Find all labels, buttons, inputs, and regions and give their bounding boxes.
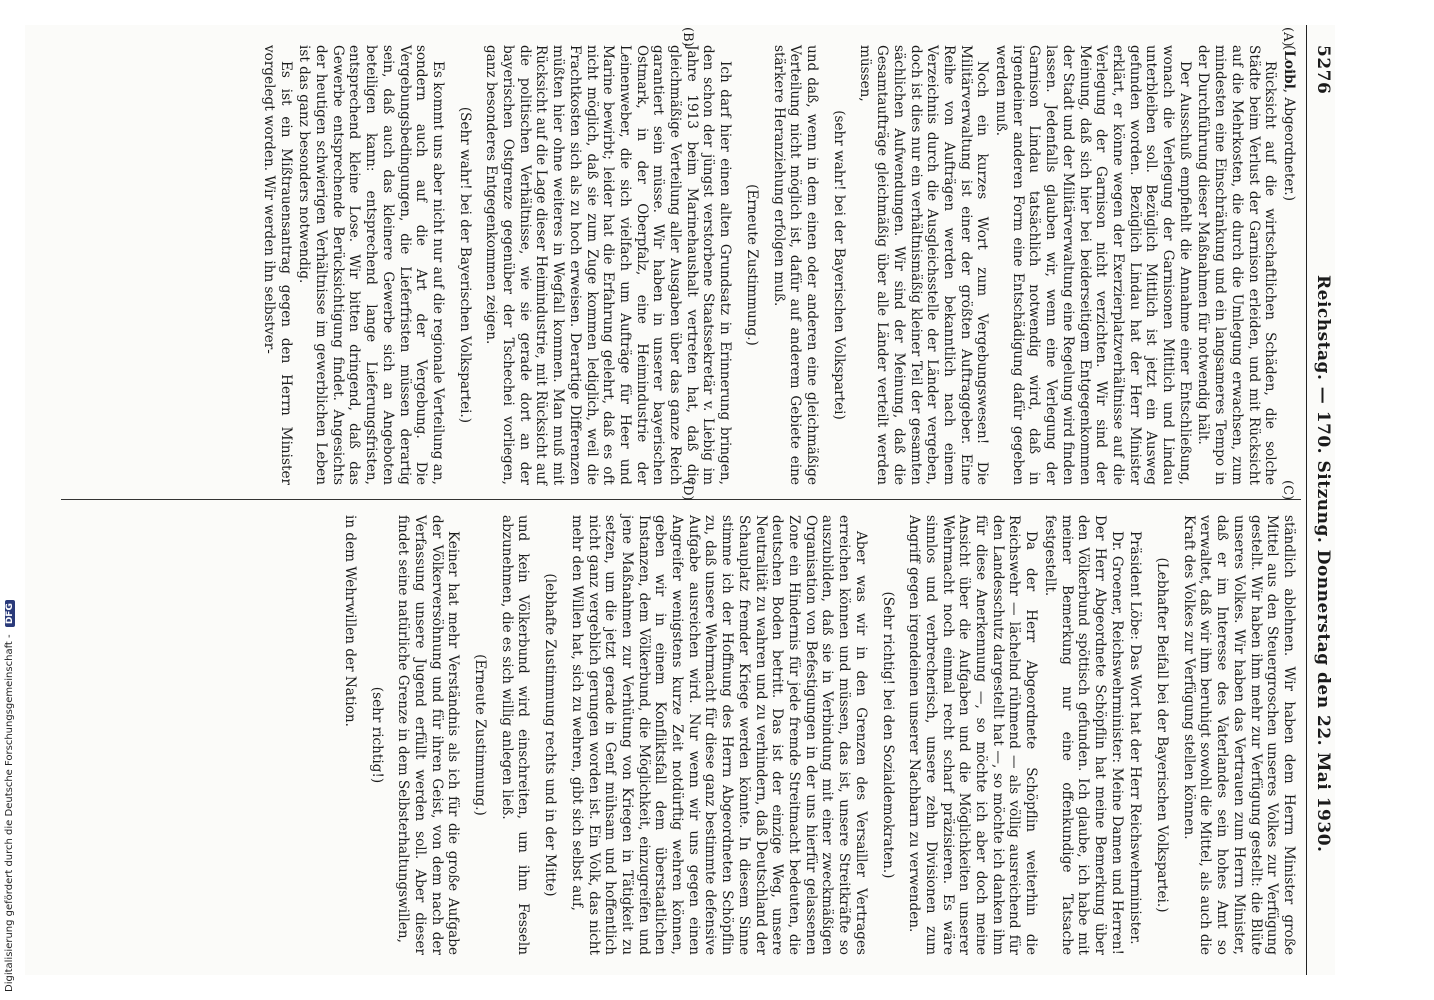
paragraph: Dr. Groener, Reichswehrminister: Meine Damen und Herren! Der Herr Abgeordnete Schöpflin hat meine Bemerkung über den Völkerbund spöttisch gefunden. Ich glaube, ich habe mit meiner Bemerkung nur eine offenkundige Tatsache festgestellt. bbox=[1041, 515, 1125, 955]
paragraph: Der Ausschuß empfiehlt die Annahme einer Entschließung, wonach die Verlegung der Garnisonen Mittlich und Lindau unterbleiben soll. Bezüglich Mittlich ist jetzt ein Ausweg gefunden worden. Bezüglich Lindau hat der Herr Minister erklärt, er könne wegen der Exerzierplatzverhältnisse auf die Verlegung der Garnison nicht verzichten. Wir sind der Meinung, daß sich hier bei beiderseitigem Entgegenkommen der Stadt und der Militärverwaltung eine Regelung wird finden lassen. Jedenfalls glauben wir, wenn eine Verlegung der Garnison Lindau tatsächlich notwendig wird, daß in irgendeiner anderen Form eine Entschädigung dafür gegeben werden muß. bbox=[993, 45, 1193, 485]
paragraph: Es kommt uns aber nicht nur auf die regionale Verteilung an, sondern auch auf die Art der Vergebung. Die Vergebungsbedingungen, die Lieferfristen müssen derartig sein, daß auch das kleinere Gewerbe sich an Angeboten beteiligen kann: entsprechend lange Lieferungsfristen, entsprechend kleine Lose. Wir bitten dringend, daß das Gewerbe entsprechende Berücksichtigung findet. Angesichts der heutigen schwierigen Verhältnisse im gewerblichen Leben ist das ganz besonders notwendig. bbox=[296, 45, 446, 485]
paragraph: und kein Völkerbund wird einschreiten, um ihm Fesseln abzunehmen, die es sich willig anlegen ließ. bbox=[498, 515, 532, 955]
dfg-logo: DFG bbox=[5, 600, 15, 627]
digitization-credit bbox=[2, 592, 24, 992]
header-rule bbox=[1306, 25, 1307, 975]
interjection: (lebhafte Zustimmung rechts und in der Mitte) bbox=[542, 573, 559, 897]
paragraph: und daß, wenn in dem einen oder anderen eine gleichmäßige Verteilung nicht möglich ist, dafür auf anderem Gebiete eine stärkere Heranziehung erfolgen muß. bbox=[770, 45, 821, 485]
paragraph: Noch ein kurzes Wort zum Vergebungswesen! Die Militärverwaltung ist einer der größten Auftraggeber. Eine Reihe von Aufträgen werden bekanntlich nach einem Verzeichnis durch die Ausgleichsstelle der Länder vergeben, doch ist dies nur ein verhältnismäßig kleiner Teil der gesamten sächlichen Aufwendungen. Wir sind der Meinung, daß die Gesamtaufträge gleichmäßig über alle Länder verteilt werden müssen, bbox=[857, 45, 991, 485]
interjection: (Sehr richtig! bei den Sozialdemokraten.) bbox=[879, 591, 896, 879]
page-number: 5276 bbox=[1313, 45, 1333, 95]
interjection: (sehr wahr! bei der Bayerischen Volkspartei) bbox=[830, 110, 847, 420]
speaker-role: , Abgeordneter.) bbox=[1281, 88, 1297, 202]
document-page bbox=[25, 25, 1335, 975]
paragraph: Es ist ein Mißtrauensantrag gegen den Herrn Minister vorgelegt worden. Wir werden ihn selbstver- bbox=[260, 45, 294, 485]
paragraph: in dem Wehrwillen der Nation. bbox=[341, 515, 358, 727]
interjection: (Erneute Zustimmung.) bbox=[472, 654, 489, 816]
page-header bbox=[1309, 25, 1335, 975]
page-title: Reichstag. — 170. Sitzung. Donnerstag den 22. Mai 1930. bbox=[1313, 275, 1333, 853]
speaker-name: Loibl bbox=[1281, 50, 1297, 89]
speaker-open-paren: ( bbox=[1281, 45, 1297, 51]
margin-mark-a: (A) bbox=[1280, 27, 1295, 47]
credit-text: Digitalisierung gefördert durch die Deutsche Forschungsgemeinschaft - bbox=[4, 634, 15, 992]
left-column bbox=[258, 45, 1297, 485]
margin-mark-b: (B) bbox=[680, 27, 695, 47]
paragraph: Ich darf hier einen alten Grundsatz in Erinnerung bringen, den schon der jüngst verstorbene Staatssekretär v. Liebig im Jahre 1913 beim Marinehaushalt vertreten hat, daß die gleichmäßige Verteilung aller Ausgaben über das ganze Reich garantiert sein müsse. Wir haben in unserer bayerischen Ostmark, in der Oberpfalz, eine Heimindustrie der Leinenweber, die sich vielfach um Aufträge für Heer und Marine bewirbt; leider hat die Erfahrung gelehrt, daß es oft nicht möglich, daß sie zum Zuge kommen lediglich, weil die Frachtkosten sich als zu hoch erweisen. Derartige Differenzen müßten hier ohne weiteres in Wegfall kommen. Man muß mit Rücksicht auf die Lage dieser Heimindustrie, mit Rücksicht auf die politischen Verhältnisse, wie sie gerade dort an der bayerischen Ostgrenze gegenüber der Tschechei vorliegen, ganz besonderes Entgegenkommen zeigen. bbox=[483, 45, 734, 485]
paragraph: Da der Herr Abgeordnete Schöpflin weiterhin die Reichswehr — lächelnd rühmend — als völlig ausreichend für den Landesschutz dargestellt hat —, so möchte ich danken ihm für diese Anerkennung —, so möchte ich aber doch meine Ansicht über die Aufgaben und die Möglichkeiten unserer Wehrmacht noch einmal recht scharf präzisieren. Es wäre sinnlos und verbrecherisch, unsere zehn Divisionen zum Angriff gegen irgendeinen unserer Nachbarn zu verwenden. bbox=[906, 515, 1040, 955]
interjection: (Sehr wahr! bei der Bayerischen Volkspartei.) bbox=[456, 106, 473, 424]
right-column bbox=[339, 515, 1297, 955]
interjection: (sehr richtig!) bbox=[368, 686, 385, 784]
paragraph: Rücksicht auf die wirtschaftlichen Schäden, die solche Städte beim Verlust der Garnison erleiden, und mit Rücksicht auf die Mehrkosten, die durch die Umlegung erwachsen, zum mindesten eine Einschränkung und ein langsameres Tempo in der Durchführung dieser Maßnahmen für notwendig hält. bbox=[1195, 45, 1279, 485]
paragraph: Präsident Löbe: Das Wort hat der Herr Reichswehrminister. bbox=[1127, 531, 1144, 945]
interjection: (Lebhafter Beifall bei der Bayerischen Volkspartei.) bbox=[1154, 557, 1171, 913]
paragraph: ständlich ablehnen. Wir haben dem Herrn Minister große Mittel aus den Steuergroschen unseres Volkes zur Verfügung gestellt. Wir haben ihm mehr zur Verfügung gestellt: die Blüte unseres Volkes. Wir haben das Vertrauen zum Herrn Minister, daß er im Interesse des Vaterlandes sein hohes Amt so verwaltet, daß wir ihm beruhigt sowohl die Mittel, als auch die Kraft des Volkes zur Verfügung stellen können. bbox=[1180, 515, 1297, 955]
margin-mark-c: (C) bbox=[1280, 480, 1295, 501]
paragraph: Keiner hat mehr Verständnis als ich für die große Aufgabe der Völkerversöhnung und für ihren Geist, von dem nach der Verfassung unsere Jugend erfüllt werden soll. Aber dieser findet seine natürliche Grenze in dem Selbsterhaltungswillen, bbox=[395, 515, 462, 955]
interjection: (Erneute Zustimmung.) bbox=[743, 184, 760, 346]
paragraph: Aber was wir in den Grenzen des Versailler Vertrages erreichen können und müssen, das ist, unsere Streitkräfte so auszubilden, daß sie in Verbindung mit einer zweckmäßigen Organisation von Befestigungen in der uns hierfür gelassenen Zone ein Hindernis für jede fremde Streitmacht bedeuten, die deutschen Boden betritt. Das ist der einzige Weg, unsere Neutralität zu wahren und zu verhindern, daß Deutschland der Schauplatz fremder Kriege werden könnte. In diesem Sinne stimme ich der Hoffnung des Herrn Abgeordneten Schöpflin zu, daß unsere Wehrmacht für diese ganz bestimmte defensive Aufgabe ausreichen wird. Nur wenn wir uns gegen einen Angreifer wenigstens kurze Zeit notdürftig wehren können, geben wir in einem Konfliktsfall dem überstaatlichen Instanzen, dem Völkerbund, die Möglichkeit, einzugreifen und jene Maßnahmen zur Verhütung von Kriegen in Tätigkeit zu setzen, um die jetzt gerade in Genf mühsam und hoffentlich nicht ganz vergeblich gerungen worden ist. Ein Volk, das nicht mehr den Willen hat, sich zu wehren, gibt sich selbst auf, bbox=[568, 515, 869, 955]
margin-mark-d: (D) bbox=[680, 480, 695, 501]
speaker-line bbox=[1280, 45, 1297, 485]
